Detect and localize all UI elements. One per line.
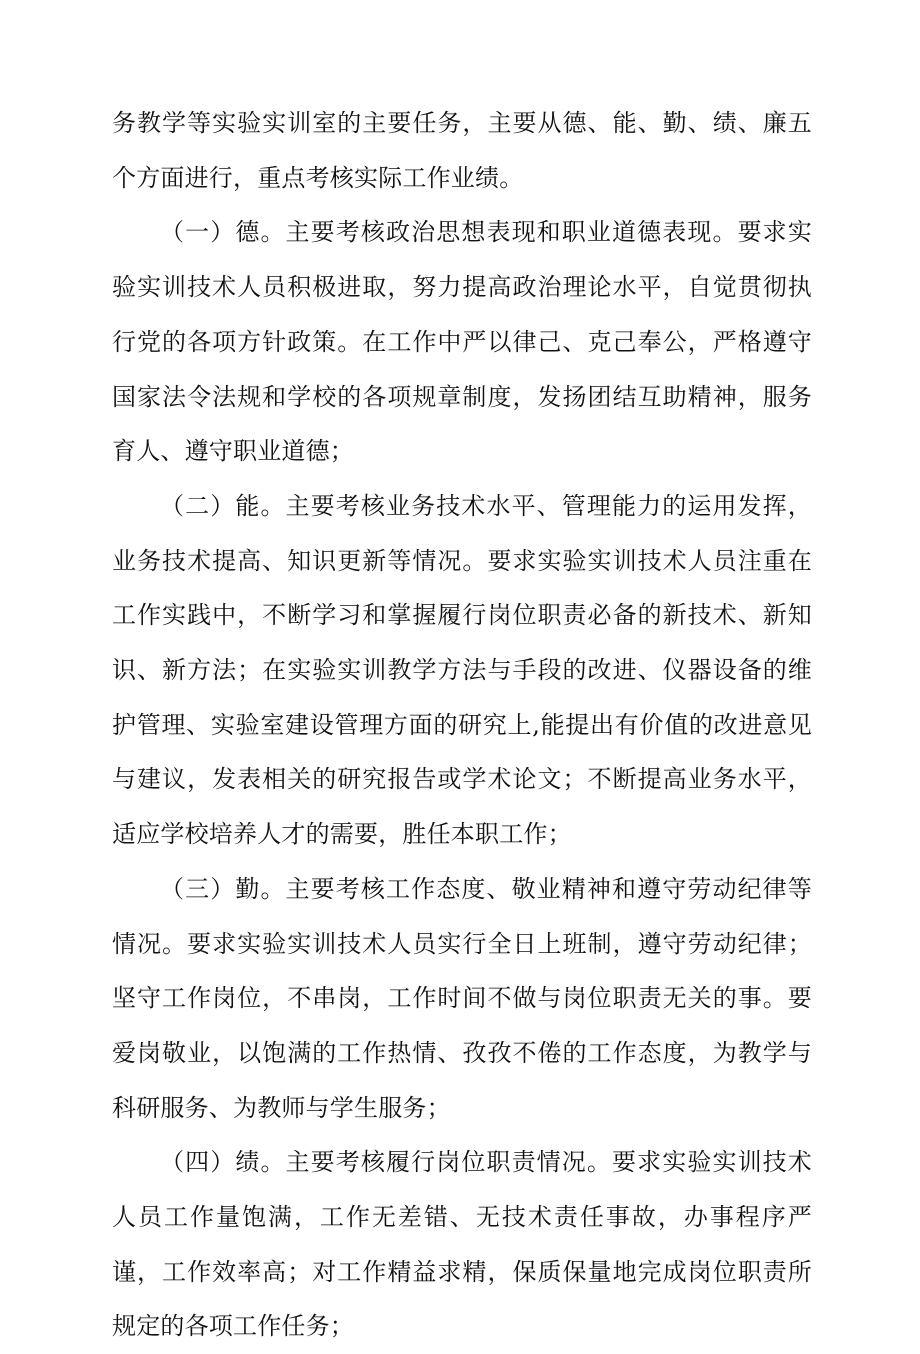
paragraph-intro-continued: 务教学等实验实训室的主要任务，主要从德、能、勤、绩、廉五个方面进行，重点考核实际工作业绩。	[112, 109, 812, 192]
paragraph-section-neng: （二）能。主要考核业务技术水平、管理能力的运用发挥，业务技术提高、知识更新等情况。要求实验实训技术人员注重在工作实践中，不断学习和掌握履行岗位职责必备的新技术、新知识、新方法；在实验实训教学方法与手段的改进、仪器设备的维护管理、实验室建设管理方面的研究上,能提出有价值的改进意见与建议，发表相关的研究报告或学术论文；不断提高业务水平，适应学校培养人才的需要，胜任本职工作；	[112, 491, 812, 849]
paragraph-section-ji: （四）绩。主要考核履行岗位职责情况。要求实验实训技术人员工作量饱满，工作无差错、无技术责任事故，办事程序严谨，工作效率高；对工作精益求精，保质保量地完成岗位职责所规定的各项工作任务；	[112, 1148, 812, 1341]
document-page	[112, 96, 812, 1354]
paragraph-section-qin: （三）勤。主要考核工作态度、敬业精神和遵守劳动纪律等情况。要求实验实训技术人员实行全日上班制，遵守劳动纪律；坚守工作岗位，不串岗，工作时间不做与岗位职责无关的事。要爱岗敬业，以饱满的工作热情、孜孜不倦的工作态度，为教学与科研服务、为教师与学生服务；	[112, 874, 812, 1122]
paragraph-section-de: （一）德。主要考核政治思想表现和职业道德表现。要求实验实训技术人员积极进取，努力提高政治理论水平，自觉贯彻执行党的各项方针政策。在工作中严以律己、克己奉公，严格遵守国家法令法规和学校的各项规章制度，发扬团结互助精神，服务育人、遵守职业道德；	[112, 218, 812, 466]
